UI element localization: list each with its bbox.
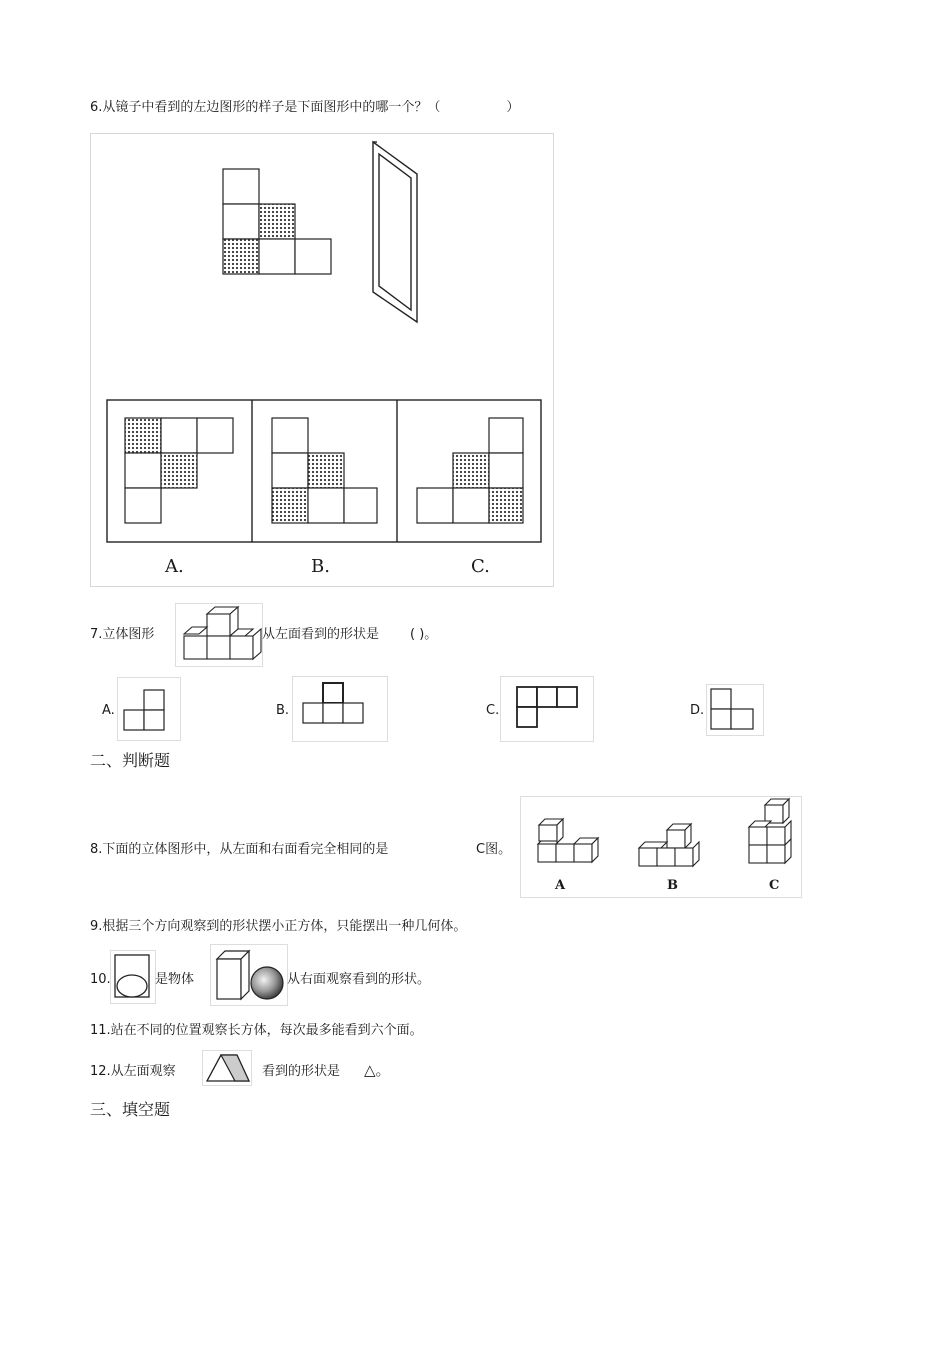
q8-label-c: C — [769, 878, 780, 893]
question-8-figure — [520, 796, 802, 898]
mirror-icon — [373, 142, 417, 322]
option-a-label[interactable]: A. — [165, 556, 184, 577]
q7-option-a-figure[interactable] — [117, 677, 181, 741]
q7-option-b-figure[interactable] — [292, 676, 388, 742]
triangular-prism-icon — [203, 1051, 251, 1085]
question-10-suffix: 从右面观察看到的形状。 — [287, 972, 431, 987]
question-10-view-figure — [110, 950, 156, 1004]
question-7-prefix: 7.立体图形 — [90, 627, 155, 642]
question-8-answer: C图。 — [476, 842, 512, 857]
box-and-ball-icon — [211, 945, 287, 1005]
section-3-title: 三、填空题 — [90, 1100, 171, 1119]
q7-option-d-figure[interactable] — [706, 684, 764, 736]
original-shape — [223, 169, 331, 274]
q7-option-c-figure[interactable] — [500, 676, 594, 742]
question-12-shape: △。 — [364, 1061, 391, 1079]
q8-label-b: B — [667, 878, 678, 893]
option-b-label[interactable]: B. — [311, 556, 330, 577]
question-8-text: 8.下面的立体图形中，从左面和右面看完全相同的是 — [90, 842, 389, 857]
section-2-title: 二、判断题 — [90, 751, 171, 770]
question-12-prefix: 12.从左面观察 — [90, 1064, 176, 1079]
question-6-figure — [90, 133, 554, 587]
question-10-object-figure — [210, 944, 288, 1006]
question-7-suffix: 从左面看到的形状是 — [262, 627, 380, 642]
question-6-text: 6.从镜子中看到的左边图形的样子是下面图形中的哪一个？（ ） — [90, 100, 520, 115]
question-11-text: 11.站在不同的位置观察长方体，每次最多能看到六个面。 — [90, 1023, 423, 1038]
option-b-shape — [272, 418, 377, 523]
q7-option-a-label[interactable]: A. — [102, 703, 115, 718]
question-9-text: 9.根据三个方向观察到的形状摆小正方体，只能摆出一种几何体。 — [90, 919, 467, 934]
option-c-label[interactable]: C. — [471, 556, 490, 577]
question-6-diagram — [91, 134, 553, 586]
q7-option-d-label[interactable]: D. — [690, 703, 705, 718]
question-10-middle: 是物体 — [155, 972, 195, 987]
question-10-prefix: 10. — [90, 972, 111, 987]
q7-option-c-label[interactable]: C. — [486, 703, 500, 718]
q7-option-b-label[interactable]: B. — [276, 703, 290, 718]
question-7-solid-figure — [175, 603, 263, 667]
option-c-shape — [417, 418, 523, 523]
cube-stack-icon — [176, 604, 262, 666]
question-7-paren: ( )。 — [410, 627, 438, 642]
question-12-figure — [202, 1050, 252, 1086]
q8-label-a: A — [555, 878, 566, 893]
question-12-suffix: 看到的形状是 — [262, 1064, 341, 1079]
option-a-shape — [125, 418, 233, 523]
rectangle-circle-icon — [111, 951, 155, 1003]
